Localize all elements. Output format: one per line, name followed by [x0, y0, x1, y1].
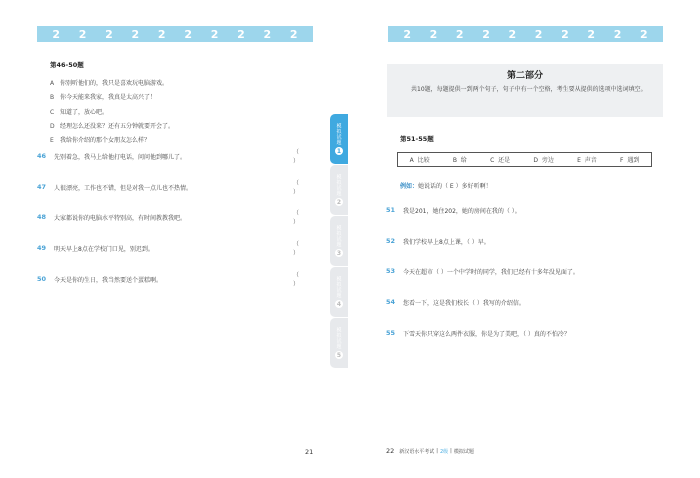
question-number: 49 [37, 244, 47, 252]
option-letter: B [50, 94, 55, 102]
question-row [386, 205, 662, 215]
banner-digit: 2 [429, 27, 438, 41]
part-two-box [387, 64, 663, 117]
question-number: 52 [386, 237, 396, 245]
question-text[interactable]: 您看一下，这是我们校长（ ）我写的介绍信。 [403, 299, 525, 307]
question-number: 46 [37, 152, 47, 160]
banner-digit: 2 [184, 27, 192, 41]
option-item [50, 120, 300, 134]
question-row [37, 149, 313, 165]
tab-label: 模拟试题 [335, 225, 342, 247]
banner-digit: 2 [482, 27, 490, 41]
banner-digit: 2 [263, 27, 272, 41]
option-text: 你今天能来我家，我真是太高兴了！ [60, 94, 157, 102]
footer-title: 新汉语水平考试 [399, 448, 435, 455]
option-item [50, 91, 300, 105]
part-description: 共10题，每题提供一到两个句子，句子中有一个空格，考生要从提供的选项中选词填空。 [411, 86, 647, 93]
answer-blank[interactable]: （ ） [292, 272, 313, 288]
question-number: 51 [386, 206, 396, 214]
banner-digit: 2 [105, 27, 113, 41]
example-text: 她说话的（ E ）多好听啊！ [418, 183, 492, 190]
answer-blank[interactable]: （ ） [292, 241, 313, 257]
question-number: 53 [386, 267, 396, 275]
question-row [37, 241, 313, 257]
question-text: 人很漂亮，工作也不错，但是对我一点儿也不热情。 [54, 184, 193, 192]
tab-label: 模拟试题 [335, 174, 342, 196]
tab-number: 3 [336, 249, 342, 257]
banner-digit: 2 [639, 27, 648, 41]
banner-digit: 2 [534, 27, 543, 41]
banner-digit: 2 [52, 27, 61, 41]
question-row [386, 328, 662, 338]
banner-digit: 2 [587, 27, 596, 41]
option-text: 知道了，放心吧。 [60, 108, 109, 116]
banner-digit: 2 [289, 27, 298, 41]
question-row [386, 266, 662, 276]
right-banner [388, 26, 663, 42]
question-text: 明天早上8点在学校门口见，别迟到。 [54, 245, 154, 253]
tab-number: 2 [336, 198, 342, 206]
tab-number: 4 [336, 300, 342, 308]
section-title: 第46-50题 [50, 61, 84, 69]
option-letter: E [50, 137, 54, 145]
question-number: 50 [37, 275, 47, 283]
question-number: 47 [37, 183, 47, 191]
question-text[interactable]: 今天在超市（ ）一个中学时的同学，我们已经有十多年没见面了。 [403, 268, 579, 276]
tab-label: 模拟试题 [335, 276, 342, 298]
banner-digit: 2 [78, 27, 87, 41]
option-list [50, 77, 300, 148]
word-option: F 遇到 [620, 157, 640, 164]
tab-mock-test-4[interactable] [330, 267, 348, 317]
tab-mock-test-2[interactable] [330, 165, 348, 215]
answer-blank[interactable]: （ ） [292, 210, 313, 226]
banner-digit: 2 [157, 27, 166, 41]
banner-digit: 2 [455, 27, 464, 41]
banner-digit: 2 [561, 27, 569, 41]
banner-digit: 2 [613, 27, 622, 41]
tab-number: 1 [336, 147, 342, 155]
option-letter: A [50, 80, 55, 87]
question-text: 先别着急，我马上给他打电话，问问他到哪儿了。 [54, 153, 187, 161]
answer-blank[interactable]: （ ） [292, 149, 313, 165]
word-option: C 还是 [490, 157, 511, 164]
banner-digit: 2 [210, 27, 219, 41]
tab-label: 模拟试题 [335, 123, 342, 145]
tab-number: 5 [336, 351, 342, 359]
question-number: 55 [386, 329, 396, 337]
option-item [50, 106, 300, 120]
part-title: 第二部分 [506, 71, 543, 81]
question-text[interactable]: 下雪天你只穿这么两件衣服，你是为了美吧，（ ）真的不怕冷？ [403, 330, 570, 338]
word-option: A 比较 [409, 157, 430, 164]
page-number: 22 [386, 447, 395, 455]
question-text[interactable]: 我们学校早上8点上课，（ ）早。 [403, 238, 490, 246]
section-title: 第51-55题 [400, 135, 434, 143]
page-number: 21 [305, 448, 314, 456]
tab-mock-test-3[interactable] [330, 216, 348, 266]
option-letter: C [50, 108, 55, 116]
question-text: 大家都说你的电脑水平特别高，有时间教教我吧。 [54, 214, 187, 222]
question-text: 今天是你的生日，我当然要送个蛋糕啊。 [54, 276, 163, 284]
word-option: B 给 [452, 157, 467, 164]
question-row [37, 272, 313, 288]
word-option: D 旁边 [533, 157, 554, 164]
answer-blank[interactable]: （ ） [292, 180, 313, 196]
option-text: 我给你介绍的那个女朋友怎么样？ [60, 137, 151, 145]
question-number: 48 [37, 213, 47, 221]
example-label: 例如： [400, 183, 419, 190]
banner-digit: 2 [237, 27, 245, 41]
banner-digit: 2 [508, 27, 517, 41]
banner-digit: 2 [403, 27, 411, 41]
tab-mock-test-5[interactable] [330, 318, 348, 368]
example-sentence [400, 181, 492, 190]
question-text[interactable]: 我是201，她住202，她的房间在我的（ ）。 [403, 207, 521, 215]
question-row [386, 236, 662, 246]
word-bank [397, 152, 652, 167]
footer-separator: | [436, 448, 438, 454]
question-row [37, 210, 313, 226]
option-item [50, 77, 300, 91]
question-row [37, 180, 313, 196]
left-banner [37, 26, 313, 42]
question-number: 54 [386, 298, 396, 306]
option-item [50, 134, 300, 148]
tab-label: 模拟试题 [335, 327, 342, 349]
option-text: 你别听他们的，我只是喜欢玩电脑游戏。 [60, 80, 169, 87]
word-option: E 声音 [577, 157, 597, 164]
question-row [386, 297, 662, 307]
footer-section: 模拟试题 [453, 448, 474, 455]
page-footer [386, 447, 474, 455]
option-letter: D [50, 122, 55, 130]
tab-mock-test-1[interactable] [330, 114, 348, 164]
option-text: 经理怎么还没来？还有五分钟就要开会了。 [60, 122, 175, 130]
footer-level: 2级 [439, 448, 449, 455]
banner-digit: 2 [131, 27, 140, 41]
footer-separator: | [450, 448, 452, 454]
